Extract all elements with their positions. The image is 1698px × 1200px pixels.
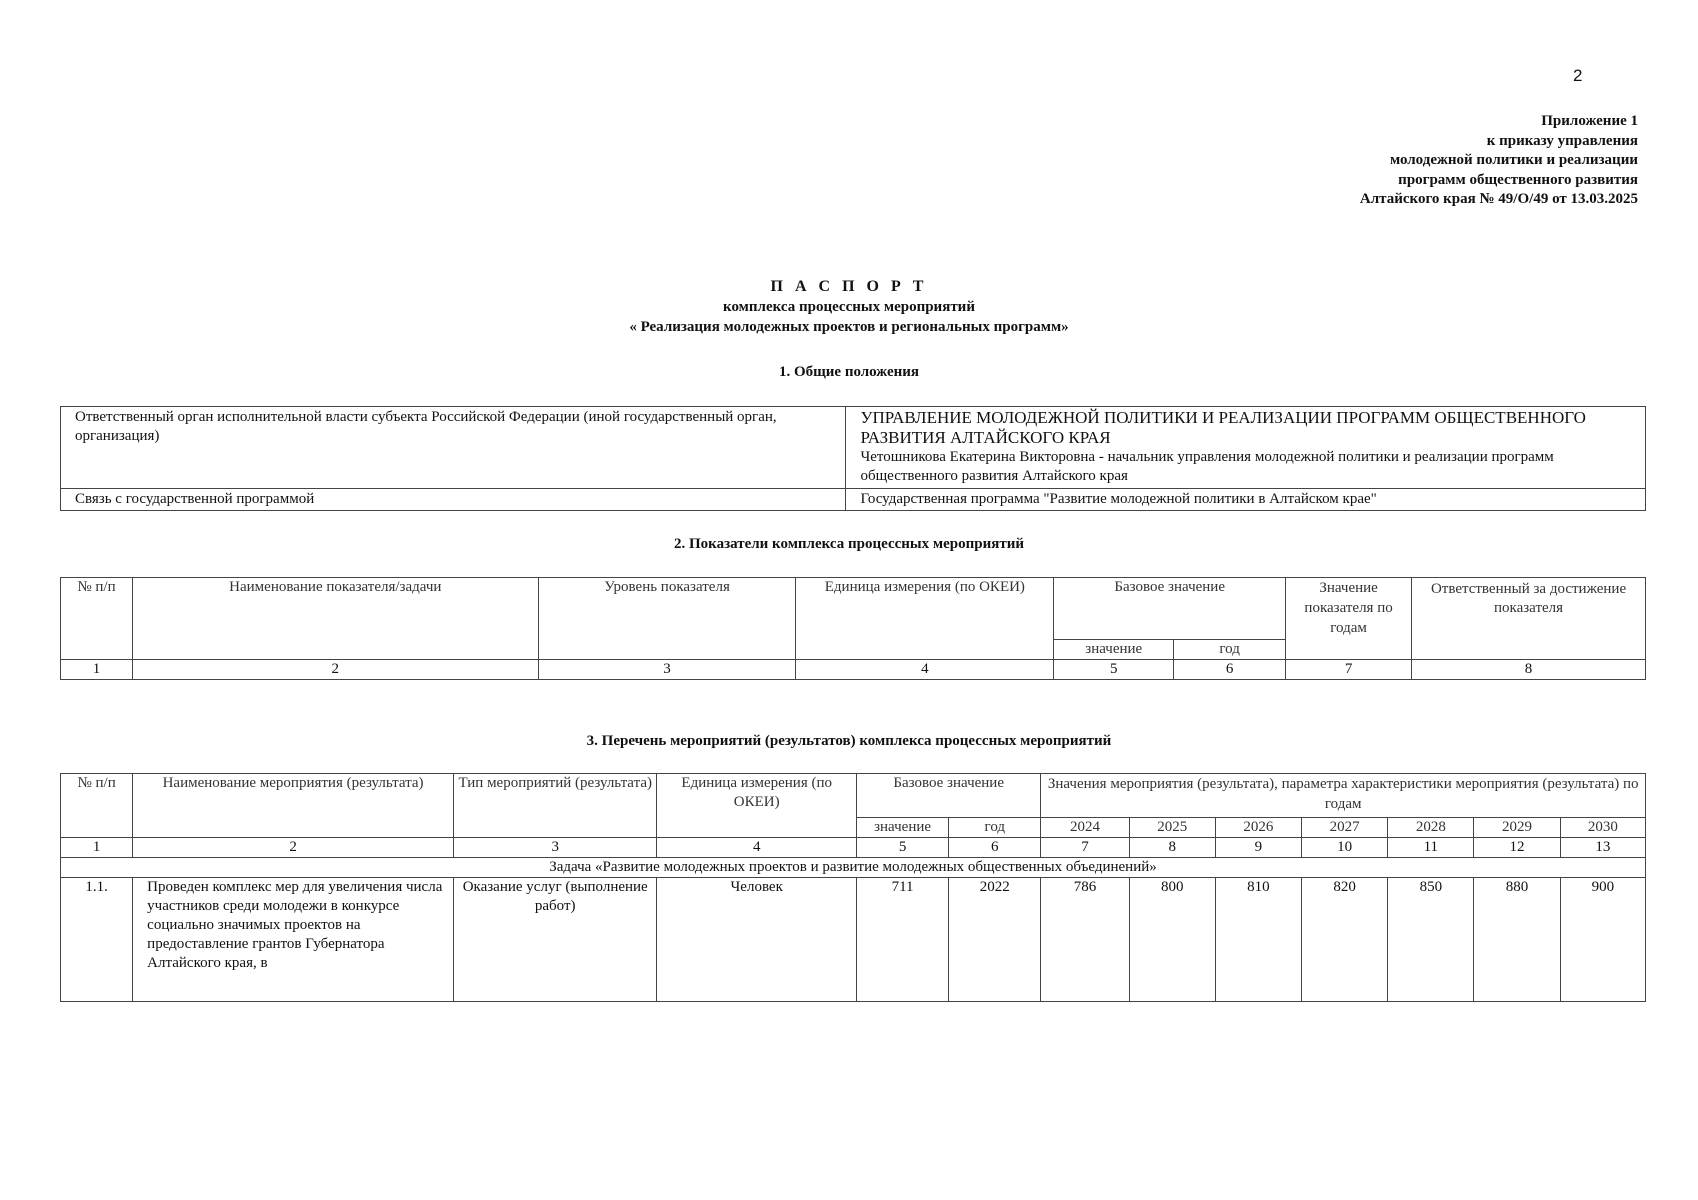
responsible-body-label: Ответственный орган исполнительной власти субъекта Российской Федерации (иной государственный орган, организация) — [61, 407, 846, 489]
title-subtitle: комплекса процессных мероприятий — [723, 299, 975, 315]
header-num: № п/п — [61, 578, 133, 660]
header-year: 2028 — [1388, 818, 1474, 838]
head-person: Четошникова Екатерина Викторовна - начальник управления молодежной политики и реализации программ общественного развития Алтайского края — [860, 449, 1554, 484]
title-passport: П А С П О Р Т — [770, 278, 928, 295]
row-type: Оказание услуг (выполнение работ) — [453, 878, 657, 1002]
task-row — [61, 858, 1646, 878]
row-year-value: 820 — [1302, 878, 1388, 1002]
column-number-row — [61, 838, 1646, 858]
col-number: 10 — [1302, 838, 1388, 858]
responsible-body-value — [846, 407, 1646, 489]
header-base: Базовое значение — [856, 774, 1040, 818]
header-year: 2030 — [1560, 818, 1645, 838]
row-year-value: 900 — [1560, 878, 1645, 1002]
col-number: 4 — [657, 838, 857, 858]
activities-table — [60, 773, 1646, 1002]
document-title — [0, 277, 1698, 337]
appendix-line: программ общественного развития — [1398, 171, 1638, 188]
col-number: 6 — [1174, 660, 1286, 680]
appendix-line: молодежной политики и реализации — [1389, 152, 1638, 168]
col-number: 9 — [1215, 838, 1301, 858]
row-name: Проведен комплекс мер для увеличения числа участников среди молодежи в конкурсе социально значимых проектов на предоставление грантов Губернатора Алтайского края, в — [133, 878, 454, 1002]
row-year-value: 810 — [1215, 878, 1301, 1002]
program-link-label: Связь с государственной программой — [61, 489, 846, 511]
row-year-value: 880 — [1474, 878, 1560, 1002]
header-level: Уровень показателя — [538, 578, 796, 660]
section1-heading: 1. Общие положения — [778, 364, 920, 380]
col-number: 7 — [1041, 838, 1129, 858]
table-row — [61, 878, 1646, 1002]
general-provisions-table — [60, 406, 1646, 511]
col-number: 7 — [1286, 660, 1412, 680]
appendix-header — [1360, 112, 1638, 210]
col-number: 6 — [949, 838, 1041, 858]
col-number: 1 — [61, 838, 133, 858]
col-number: 3 — [453, 838, 657, 858]
col-number: 12 — [1474, 838, 1560, 858]
header-unit: Единица измерения (по ОКЕИ) — [796, 578, 1054, 660]
header-year: 2024 — [1041, 818, 1129, 838]
header-values-by-years: Значения мероприятия (результата), параметра характеристики мероприятия (результата) по годам — [1041, 774, 1646, 818]
header-unit: Единица измерения (по ОКЕИ) — [657, 774, 857, 838]
col-number: 4 — [796, 660, 1054, 680]
header-year: 2026 — [1215, 818, 1301, 838]
col-number: 1 — [61, 660, 133, 680]
header-base: Базовое значение — [1054, 578, 1286, 640]
table-row — [61, 407, 1646, 489]
col-number: 5 — [856, 838, 948, 858]
appendix-line: Приложение 1 — [1541, 113, 1638, 129]
section3-heading: 3. Перечень мероприятий (результатов) комплекса процессных мероприятий — [586, 733, 1112, 749]
col-number: 2 — [133, 838, 454, 858]
header-year: 2029 — [1474, 818, 1560, 838]
header-type: Тип мероприятий (результата) — [453, 774, 657, 838]
appendix-line: к приказу управления — [1486, 132, 1638, 149]
header-base-value: значение — [856, 818, 948, 838]
col-number: 8 — [1129, 838, 1215, 858]
col-number: 8 — [1412, 660, 1646, 680]
header-name: Наименование мероприятия (результата) — [133, 774, 454, 838]
row-year-value: 850 — [1388, 878, 1474, 1002]
header-year: 2027 — [1302, 818, 1388, 838]
appendix-line: Алтайского края № 49/О/49 от 13.03.2025 — [1359, 191, 1638, 207]
col-number: 13 — [1560, 838, 1645, 858]
row-base-year: 2022 — [949, 878, 1041, 1002]
row-unit: Человек — [657, 878, 857, 1002]
program-link-value: Государственная программа "Развитие молодежной политики в Алтайском крае" — [846, 489, 1646, 511]
row-year-value: 786 — [1041, 878, 1129, 1002]
task-label: Задача «Развитие молодежных проектов и развитие молодежных общественных объединений» — [61, 858, 1646, 878]
header-base-year: год — [1174, 640, 1286, 660]
header-base-value: значение — [1054, 640, 1174, 660]
table-header-row — [61, 578, 1646, 640]
header-value-by-years: Значение показателя по годам — [1286, 578, 1412, 660]
col-number: 11 — [1388, 838, 1474, 858]
header-name: Наименование показателя/задачи — [132, 578, 538, 660]
section2-heading: 2. Показатели комплекса процессных мероприятий — [673, 536, 1024, 552]
header-num: № п/п — [61, 774, 133, 838]
header-responsible: Ответственный за достижение показателя — [1412, 578, 1646, 660]
row-num: 1.1. — [61, 878, 133, 1002]
table-header-row — [61, 774, 1646, 818]
col-number: 2 — [132, 660, 538, 680]
header-year: 2025 — [1129, 818, 1215, 838]
col-number: 3 — [538, 660, 796, 680]
col-number: 5 — [1054, 660, 1174, 680]
indicators-table — [60, 577, 1646, 680]
table-row — [61, 489, 1646, 511]
header-base-year: год — [949, 818, 1041, 838]
organization-name: УПРАВЛЕНИЕ МОЛОДЕЖНОЙ ПОЛИТИКИ И РЕАЛИЗАЦИИ ПРОГРАММ ОБЩЕСТВЕННОГО РАЗВИТИЯ АЛТАЙСКОГО КРАЯ — [860, 408, 1586, 447]
row-base-value: 711 — [856, 878, 948, 1002]
column-number-row — [61, 660, 1646, 680]
row-year-value: 800 — [1129, 878, 1215, 1002]
title-name: « Реализация молодежных проектов и региональных программ» — [629, 319, 1069, 335]
page-number: 2 — [1573, 66, 1583, 85]
